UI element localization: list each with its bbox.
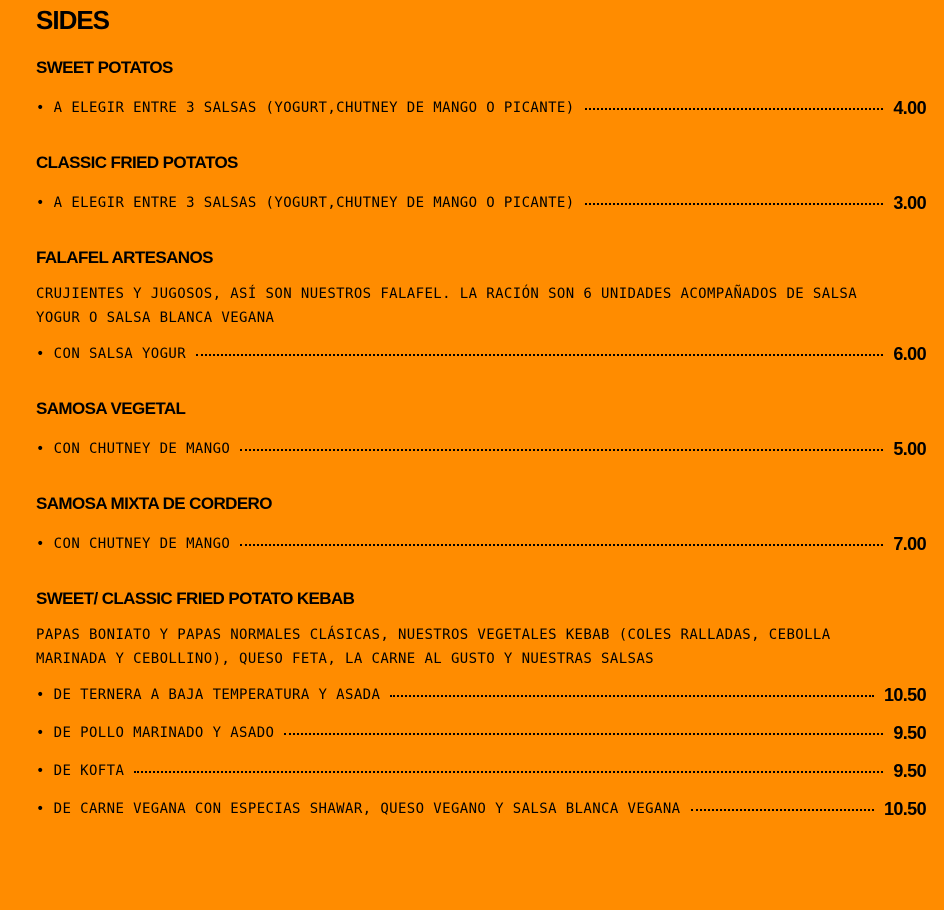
menu-item <box>36 589 926 821</box>
menu-item <box>36 399 926 461</box>
price-row <box>36 683 926 707</box>
option-label: • DE CARNE VEGANA CON ESPECIAS SHAWAR, QUESO VEGANO Y SALSA BLANCA VEGANA <box>36 801 681 817</box>
dotted-leader <box>240 544 883 546</box>
dotted-leader <box>390 695 874 697</box>
option-price: 7.00 <box>893 533 926 554</box>
price-row <box>36 759 926 783</box>
option-price: 10.50 <box>883 798 926 819</box>
menu-item-description: CRUJIENTES Y JUGOSOS, ASÍ SON NUESTROS FALAFEL. LA RACIÓN SON 6 UNIDADES ACOMPAÑADOS DE SALSA YOGUR O SALSA BLANCA VEGANA <box>36 286 858 326</box>
option-price: 4.00 <box>893 97 926 118</box>
option-price: 9.50 <box>893 722 926 743</box>
section-title: SIDES <box>36 5 110 35</box>
price-row <box>36 721 926 745</box>
option-label: • CON SALSA YOGUR <box>36 346 187 362</box>
option-label: • A ELEGIR ENTRE 3 SALSAS (YOGURT,CHUTNEY DE MANGO O PICANTE) <box>36 195 575 211</box>
option-label: • A ELEGIR ENTRE 3 SALSAS (YOGURT,CHUTNEY DE MANGO O PICANTE) <box>36 100 575 116</box>
menu-item-title: SAMOSA VEGETAL <box>36 399 186 418</box>
price-row <box>36 191 926 215</box>
price-row <box>36 437 926 461</box>
dotted-leader <box>691 809 874 811</box>
dotted-leader <box>134 771 883 773</box>
menu-item-title: CLASSIC FRIED POTATOS <box>36 153 238 172</box>
option-label: • DE POLLO MARINADO Y ASADO <box>36 725 275 741</box>
dotted-leader <box>585 108 884 110</box>
menu-item-description: PAPAS BONIATO Y PAPAS NORMALES CLÁSICAS, NUESTROS VEGETALES KEBAB (COLES RALLADAS, CEBOLLA MARINADA Y CEBOLLINO), QUESO FETA, LA CARNE AL GUSTO Y NUESTRAS SALSAS <box>36 627 831 667</box>
option-label: • CON CHUTNEY DE MANGO <box>36 536 231 552</box>
dotted-leader <box>196 354 883 356</box>
menu-item <box>36 58 926 120</box>
dotted-leader <box>240 449 883 451</box>
price-row <box>36 797 926 821</box>
option-price: 6.00 <box>893 343 926 364</box>
menu-items <box>36 58 926 821</box>
menu-item <box>36 494 926 556</box>
menu-item <box>36 153 926 215</box>
option-price: 9.50 <box>893 760 926 781</box>
menu-item-title: SWEET POTATOS <box>36 58 173 77</box>
menu-item-title: FALAFEL ARTESANOS <box>36 248 213 267</box>
option-price: 5.00 <box>893 438 926 459</box>
menu-item-title: SWEET/ CLASSIC FRIED POTATO KEBAB <box>36 589 355 608</box>
option-label: • DE KOFTA <box>36 763 125 779</box>
price-row <box>36 532 926 556</box>
option-price: 10.50 <box>883 684 926 705</box>
option-label: • DE TERNERA A BAJA TEMPERATURA Y ASADA <box>36 687 381 703</box>
menu-item <box>36 248 926 366</box>
menu-section <box>36 4 926 854</box>
dotted-leader <box>585 203 884 205</box>
option-label: • CON CHUTNEY DE MANGO <box>36 441 231 457</box>
price-row <box>36 96 926 120</box>
option-price: 3.00 <box>893 192 926 213</box>
dotted-leader <box>284 733 883 735</box>
menu-item-title: SAMOSA MIXTA DE CORDERO <box>36 494 272 513</box>
price-row <box>36 342 926 366</box>
